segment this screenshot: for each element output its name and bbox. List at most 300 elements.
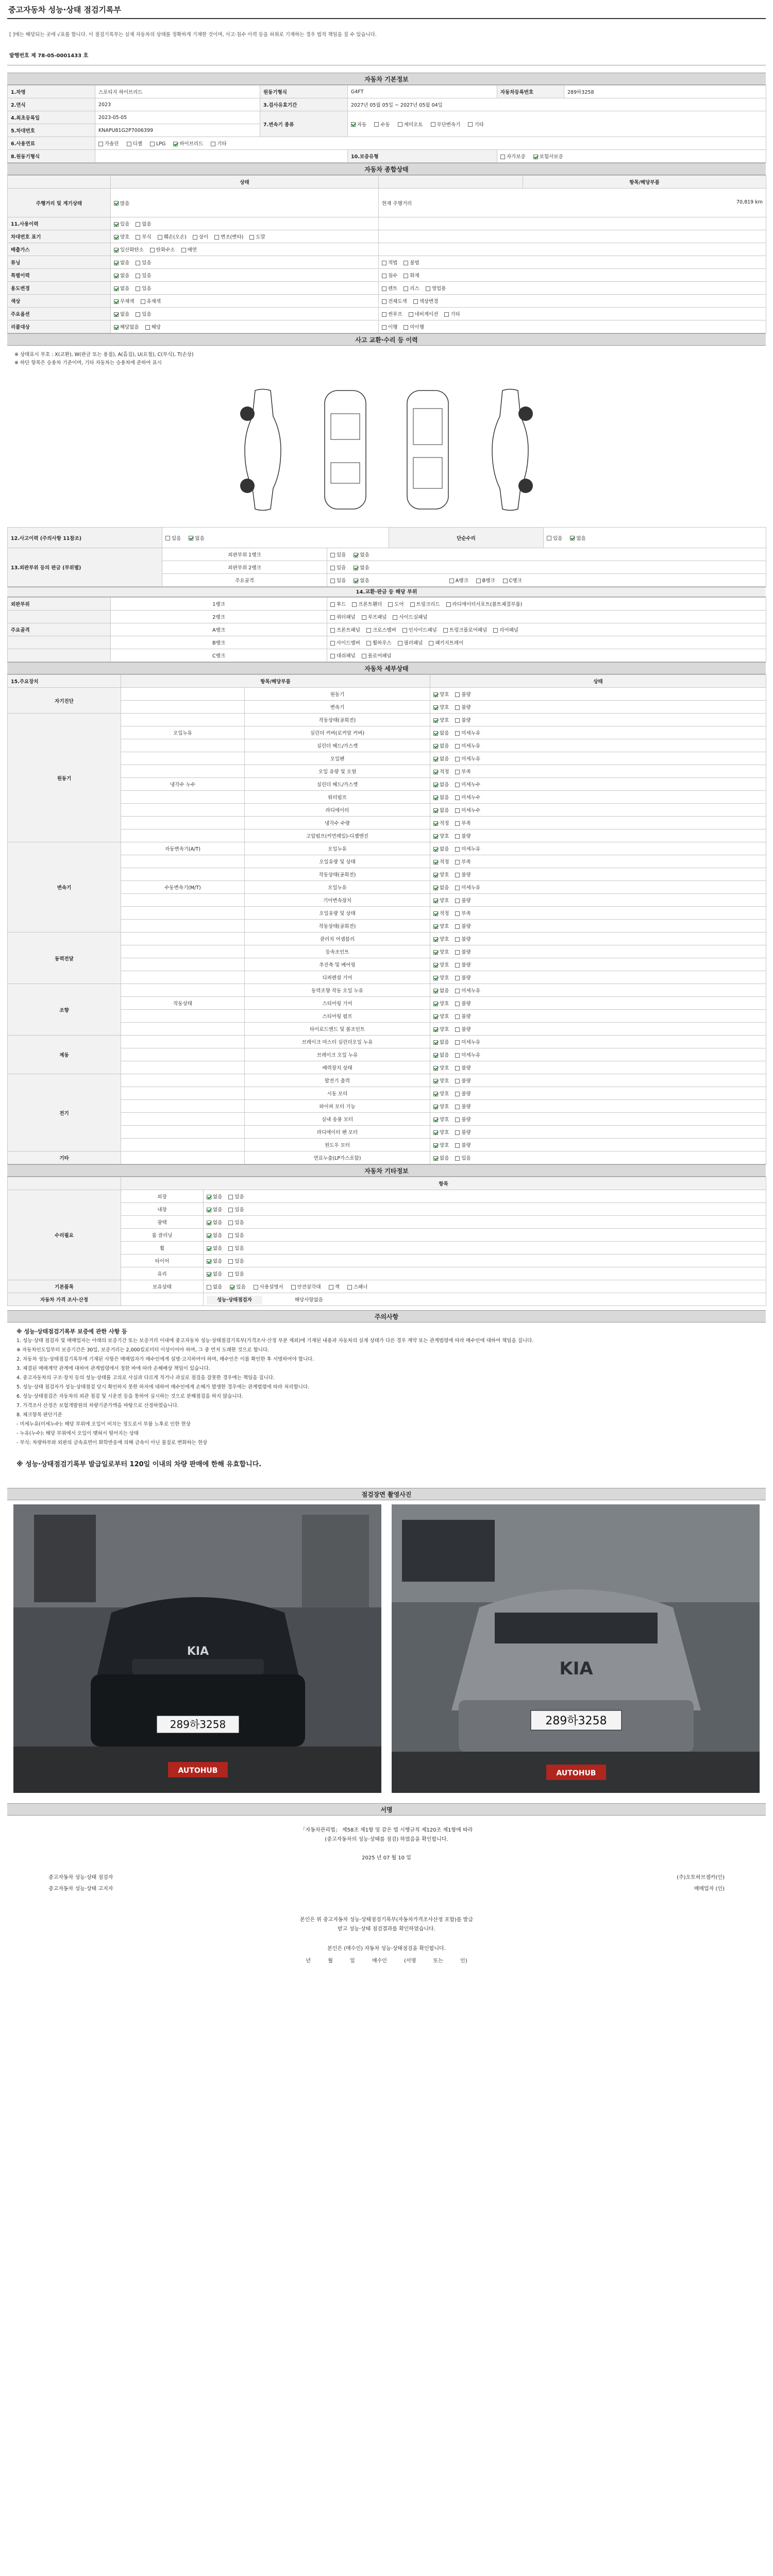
checkbox-icon[interactable] bbox=[366, 641, 371, 646]
opinion-label: 성능·상태점검자 bbox=[207, 1296, 262, 1304]
detail-row bbox=[8, 1023, 766, 1036]
accident-options bbox=[162, 528, 389, 548]
checkbox-icon[interactable] bbox=[455, 757, 460, 761]
option-label: 렌트 bbox=[388, 286, 398, 292]
checkbox-icon[interactable] bbox=[136, 312, 140, 317]
option-label: 없음 bbox=[213, 1246, 223, 1251]
checkbox-icon[interactable] bbox=[455, 1053, 460, 1058]
option-label: 없음 bbox=[195, 535, 205, 541]
checkbox-icon[interactable] bbox=[404, 261, 408, 265]
option-label: 양호 bbox=[440, 834, 449, 839]
checkbox-icon[interactable] bbox=[444, 312, 449, 317]
detail-row bbox=[8, 1139, 766, 1151]
option-label: 하이브리드 bbox=[179, 141, 204, 147]
option-label: 있음 bbox=[142, 273, 152, 279]
checkbox-icon[interactable] bbox=[433, 834, 438, 839]
option-label: 양호 bbox=[440, 1078, 449, 1084]
checkbox-icon[interactable] bbox=[455, 976, 460, 980]
detail-item: 오일유량 및 상태 bbox=[245, 855, 430, 868]
basic-label: 자동차등록번호 bbox=[497, 86, 564, 98]
general-row-extra bbox=[379, 320, 766, 333]
checkbox-icon[interactable] bbox=[347, 1285, 352, 1290]
checkbox-icon[interactable] bbox=[455, 718, 460, 723]
checkbox-icon[interactable] bbox=[455, 886, 460, 890]
other-row bbox=[8, 1267, 766, 1280]
other-item: 유리 bbox=[121, 1267, 204, 1280]
checkbox-icon[interactable] bbox=[433, 899, 438, 903]
general-row bbox=[8, 308, 766, 320]
option-label: 양호 bbox=[440, 1091, 449, 1097]
checkbox-icon[interactable] bbox=[455, 1079, 460, 1083]
checkbox-icon[interactable] bbox=[404, 274, 408, 278]
checkbox-icon[interactable] bbox=[433, 744, 438, 749]
checkbox-icon[interactable] bbox=[455, 937, 460, 942]
checkbox-icon[interactable] bbox=[404, 325, 408, 330]
checkbox-icon[interactable] bbox=[455, 1156, 460, 1161]
checkbox-icon[interactable] bbox=[455, 1117, 460, 1122]
checkbox-icon[interactable] bbox=[193, 235, 197, 240]
option-label: 대쉬패널 bbox=[337, 653, 356, 659]
option-label: 미세누유 bbox=[461, 743, 481, 749]
option-label: B랭크 bbox=[482, 578, 495, 584]
detail-item: 실린더 헤드/가스켓 bbox=[245, 778, 430, 791]
checkbox-icon[interactable] bbox=[433, 873, 438, 877]
checkbox-icon[interactable] bbox=[455, 770, 460, 774]
checkbox-icon[interactable] bbox=[533, 155, 538, 159]
checkbox-icon[interactable] bbox=[455, 911, 460, 916]
checkbox-icon[interactable] bbox=[330, 602, 335, 607]
checkbox-icon[interactable] bbox=[455, 1027, 460, 1032]
checkbox-icon[interactable] bbox=[228, 1259, 233, 1264]
frame-options bbox=[327, 574, 766, 587]
checkbox-icon[interactable] bbox=[382, 286, 386, 291]
option-label: 없음 bbox=[213, 1284, 223, 1290]
checkbox-icon[interactable] bbox=[228, 1272, 233, 1277]
other-options bbox=[204, 1190, 766, 1203]
detail-state bbox=[430, 958, 766, 971]
checkbox-icon[interactable] bbox=[136, 274, 140, 278]
checkbox-icon[interactable] bbox=[98, 142, 103, 146]
option-label: 불량 bbox=[461, 975, 471, 981]
basic-items-label: 기본품목 bbox=[8, 1280, 121, 1293]
checkbox-icon[interactable] bbox=[207, 1221, 211, 1225]
caution-item: - 누유(누수): 해당 부위에서 오일이 맺혀서 떨어지는 상태 bbox=[16, 1431, 139, 1436]
option-label: 불량 bbox=[461, 1001, 471, 1007]
checkbox-icon[interactable] bbox=[228, 1246, 233, 1251]
checkbox-icon[interactable] bbox=[455, 1092, 460, 1096]
parts-table bbox=[7, 597, 766, 662]
checkbox-icon[interactable] bbox=[228, 1221, 233, 1225]
kia-logo: KIA bbox=[187, 1645, 209, 1658]
checkbox-icon[interactable] bbox=[455, 1105, 460, 1109]
option-label: 휠하우스 bbox=[372, 640, 392, 646]
caution-notes bbox=[7, 1323, 766, 1453]
checkbox-icon[interactable] bbox=[127, 142, 131, 146]
checkbox-icon[interactable] bbox=[393, 615, 397, 620]
checkbox-icon[interactable] bbox=[455, 873, 460, 877]
checkbox-icon[interactable] bbox=[382, 312, 386, 317]
checkbox-icon[interactable] bbox=[189, 536, 193, 540]
checkbox-icon[interactable] bbox=[207, 1233, 211, 1238]
option-label: 화재 bbox=[410, 273, 419, 279]
checkbox-icon[interactable] bbox=[330, 615, 335, 620]
plate-text: 289하3258 bbox=[170, 1718, 226, 1731]
checkbox-icon[interactable] bbox=[158, 235, 162, 240]
option-label: 양호 bbox=[440, 1014, 449, 1020]
checkbox-icon[interactable] bbox=[230, 1285, 234, 1290]
checkbox-icon[interactable] bbox=[433, 911, 438, 916]
checkbox-icon[interactable] bbox=[433, 1040, 438, 1045]
checkbox-icon[interactable] bbox=[114, 286, 119, 291]
doc-no-value: 78-05-0001433 bbox=[38, 53, 82, 59]
other-row bbox=[8, 1190, 766, 1203]
checkbox-icon[interactable] bbox=[433, 1092, 438, 1096]
checkbox-icon[interactable] bbox=[354, 579, 358, 583]
checkbox-icon[interactable] bbox=[455, 1143, 460, 1148]
checkbox-icon[interactable] bbox=[366, 628, 371, 633]
parts-group bbox=[8, 649, 111, 662]
detail-state bbox=[430, 1100, 766, 1113]
checkbox-icon[interactable] bbox=[330, 641, 335, 646]
checkbox-icon[interactable] bbox=[114, 248, 119, 252]
checkbox-icon[interactable] bbox=[503, 579, 508, 583]
checkbox-icon[interactable] bbox=[455, 1130, 460, 1135]
checkbox-icon[interactable] bbox=[181, 248, 186, 252]
checkbox-icon[interactable] bbox=[114, 312, 119, 317]
checkbox-icon[interactable] bbox=[114, 201, 119, 206]
document-title: 중고자동차 성능·상태 점검기록부 bbox=[7, 2, 766, 19]
checkbox-icon[interactable] bbox=[429, 641, 433, 646]
checkbox-icon[interactable] bbox=[382, 325, 386, 330]
checkbox-icon[interactable] bbox=[455, 783, 460, 787]
option-label: 적정 bbox=[440, 859, 449, 865]
checkbox-icon[interactable] bbox=[150, 142, 155, 146]
basic-label: 2.연식 bbox=[8, 98, 95, 111]
option-label: 없음 bbox=[440, 782, 449, 788]
checkbox-icon[interactable] bbox=[455, 744, 460, 749]
detail-row bbox=[8, 752, 766, 765]
detail-state bbox=[430, 933, 766, 945]
detail-row bbox=[8, 933, 766, 945]
checkbox-icon[interactable] bbox=[455, 860, 460, 865]
basic-label: 3.검사유효기간 bbox=[260, 98, 348, 111]
detail-sub bbox=[121, 920, 245, 933]
checkbox-icon[interactable] bbox=[433, 1156, 438, 1161]
other-options bbox=[204, 1203, 766, 1216]
checkbox-icon[interactable] bbox=[426, 286, 430, 291]
checkbox-icon[interactable] bbox=[114, 235, 119, 240]
checkbox-icon[interactable] bbox=[136, 286, 140, 291]
general-row-options bbox=[111, 320, 379, 333]
checkbox-icon[interactable] bbox=[362, 615, 366, 620]
option-label: 미세누유 bbox=[461, 731, 481, 736]
checkbox-icon[interactable] bbox=[431, 122, 435, 127]
checkbox-icon[interactable] bbox=[433, 886, 438, 890]
checkbox-icon[interactable] bbox=[211, 142, 215, 146]
checkbox-icon[interactable] bbox=[446, 602, 451, 607]
checkbox-icon[interactable] bbox=[354, 566, 358, 570]
checkbox-icon[interactable] bbox=[433, 795, 438, 800]
checkbox-icon[interactable] bbox=[570, 536, 575, 540]
checkbox-icon[interactable] bbox=[352, 602, 357, 607]
checkbox-icon[interactable] bbox=[455, 808, 460, 813]
detail-item: 연료누출(LP가스포함) bbox=[245, 1151, 430, 1164]
checkbox-icon[interactable] bbox=[455, 795, 460, 800]
option-label: 변조(변타) bbox=[221, 234, 244, 240]
doc-no-suffix: 호 bbox=[83, 53, 89, 59]
checkbox-icon[interactable] bbox=[455, 821, 460, 826]
detail-item: 작동상태(공회전) bbox=[245, 920, 430, 933]
checkbox-icon[interactable] bbox=[433, 976, 438, 980]
checkbox-icon[interactable] bbox=[114, 222, 119, 227]
checkbox-icon[interactable] bbox=[433, 757, 438, 761]
checkbox-icon[interactable] bbox=[329, 1285, 333, 1290]
checkbox-icon[interactable] bbox=[207, 1285, 211, 1290]
detail-row bbox=[8, 701, 766, 714]
checkbox-icon[interactable] bbox=[433, 847, 438, 852]
checkbox-icon[interactable] bbox=[362, 654, 366, 658]
checkbox-icon[interactable] bbox=[433, 1066, 438, 1071]
checkbox-icon[interactable] bbox=[455, 1002, 460, 1006]
checkbox-icon[interactable] bbox=[468, 122, 473, 127]
detail-row bbox=[8, 945, 766, 958]
option-label: 불량 bbox=[461, 937, 471, 942]
parts-rank: C랭크 bbox=[111, 649, 327, 662]
checkbox-icon[interactable] bbox=[455, 924, 460, 929]
checkbox-icon[interactable] bbox=[354, 553, 358, 557]
detail-state bbox=[430, 752, 766, 765]
checkbox-icon[interactable] bbox=[433, 924, 438, 929]
option-label: 양호 bbox=[440, 1065, 449, 1071]
checkbox-icon[interactable] bbox=[207, 1208, 211, 1212]
checkbox-icon[interactable] bbox=[136, 261, 140, 265]
option-label: 네비게이션 bbox=[414, 312, 439, 317]
checkbox-icon[interactable] bbox=[382, 261, 386, 265]
checkbox-icon[interactable] bbox=[136, 235, 140, 240]
detail-item: 동력조향 작동 오일 누유 bbox=[245, 984, 430, 997]
detail-item: 오일유량 및 상태 bbox=[245, 907, 430, 920]
detail-item: 원동기 bbox=[245, 688, 430, 701]
checkbox-icon[interactable] bbox=[455, 731, 460, 736]
price-value bbox=[121, 1293, 204, 1306]
checkbox-icon[interactable] bbox=[207, 1195, 211, 1199]
checkbox-icon[interactable] bbox=[433, 1105, 438, 1109]
checkbox-icon[interactable] bbox=[449, 579, 454, 583]
opinion-value: 해당사항없음 bbox=[294, 1297, 323, 1303]
checkbox-icon[interactable] bbox=[433, 937, 438, 942]
transmission-options bbox=[348, 111, 766, 137]
checkbox-icon[interactable] bbox=[433, 808, 438, 813]
checkbox-icon[interactable] bbox=[493, 628, 498, 633]
checkbox-icon[interactable] bbox=[433, 1117, 438, 1122]
checkbox-icon[interactable] bbox=[150, 248, 155, 252]
detail-sub bbox=[121, 1126, 245, 1139]
basic-label: 10.보증유형 bbox=[348, 150, 497, 163]
checkbox-icon[interactable] bbox=[433, 705, 438, 710]
checkbox-icon[interactable] bbox=[249, 235, 254, 240]
checkbox-icon[interactable] bbox=[398, 641, 402, 646]
detail-state bbox=[430, 1087, 766, 1100]
option-label: 미세누수 bbox=[461, 795, 481, 801]
checkbox-icon[interactable] bbox=[165, 536, 170, 540]
checkbox-icon[interactable] bbox=[404, 286, 408, 291]
option-label: 양호 bbox=[440, 692, 449, 698]
checkbox-icon[interactable] bbox=[228, 1208, 233, 1212]
checkbox-icon[interactable] bbox=[330, 628, 335, 633]
detail-state bbox=[430, 1126, 766, 1139]
detail-row bbox=[8, 907, 766, 920]
detail-row bbox=[8, 855, 766, 868]
checkbox-icon[interactable] bbox=[433, 1027, 438, 1032]
detail-item: 실내 송풍 모터 bbox=[245, 1113, 430, 1126]
caution-warning: ※ 성능·상태점검기록부 발급일로부터 120일 이내의 차량 판매에 한해 유효합니다. bbox=[16, 1461, 262, 1468]
option-label: 없음 bbox=[360, 578, 369, 584]
price-label: 자동차 가격 조사·산정 bbox=[8, 1293, 121, 1306]
checkbox-icon[interactable] bbox=[433, 1002, 438, 1006]
basic-value: KNAPU81G2P7006399 bbox=[95, 124, 260, 137]
checkbox-icon[interactable] bbox=[433, 989, 438, 993]
checkbox-icon[interactable] bbox=[455, 950, 460, 955]
checkbox-icon[interactable] bbox=[141, 299, 145, 304]
detail-item: 냉각수 수량 bbox=[245, 817, 430, 829]
checkbox-icon[interactable] bbox=[547, 536, 551, 540]
checkbox-icon[interactable] bbox=[291, 1285, 296, 1290]
accident-table bbox=[7, 527, 766, 587]
checkbox-icon[interactable] bbox=[409, 312, 413, 317]
detail-item: 시동 모터 bbox=[245, 1087, 430, 1100]
checkbox-icon[interactable] bbox=[214, 235, 219, 240]
checkbox-icon[interactable] bbox=[455, 847, 460, 852]
rank-options bbox=[327, 561, 766, 574]
checkbox-icon[interactable] bbox=[330, 553, 335, 557]
checkbox-icon[interactable] bbox=[433, 770, 438, 774]
checkbox-icon[interactable] bbox=[207, 1259, 211, 1264]
detail-row bbox=[8, 1010, 766, 1023]
checkbox-icon[interactable] bbox=[455, 834, 460, 839]
buyer-line: 본인은 (매수인) 자동차 성능·상태점검을 확인합니다. bbox=[327, 1946, 446, 1952]
checkbox-icon[interactable] bbox=[330, 579, 335, 583]
detail-row bbox=[8, 688, 766, 701]
option-label: 있음 bbox=[234, 1246, 244, 1251]
checkbox-icon[interactable] bbox=[114, 325, 119, 330]
checkbox-icon[interactable] bbox=[433, 860, 438, 865]
checkbox-icon[interactable] bbox=[410, 602, 415, 607]
parts-row bbox=[8, 636, 766, 649]
option-label: 있음 bbox=[142, 312, 152, 317]
car-diagram bbox=[7, 372, 766, 527]
general-row-extra bbox=[379, 308, 766, 320]
checkbox-icon[interactable] bbox=[114, 299, 119, 304]
checkbox-icon[interactable] bbox=[433, 1130, 438, 1135]
checkbox-icon[interactable] bbox=[433, 692, 438, 697]
checkbox-icon[interactable] bbox=[443, 628, 448, 633]
checkbox-icon[interactable] bbox=[433, 963, 438, 968]
checkbox-icon[interactable] bbox=[455, 1040, 460, 1045]
option-label: 불량 bbox=[461, 962, 471, 968]
general-row-options bbox=[111, 282, 379, 295]
checkbox-icon[interactable] bbox=[433, 1053, 438, 1058]
checkbox-icon[interactable] bbox=[136, 222, 140, 227]
option-label: 프론트패널 bbox=[337, 628, 360, 633]
checkbox-icon[interactable] bbox=[433, 1014, 438, 1019]
checkbox-icon[interactable] bbox=[433, 1079, 438, 1083]
checkbox-icon[interactable] bbox=[388, 602, 393, 607]
option-label: 있음 bbox=[337, 565, 346, 571]
checkbox-icon[interactable] bbox=[476, 579, 481, 583]
checkbox-icon[interactable] bbox=[433, 1143, 438, 1148]
detail-item: 작동상태(공회전) bbox=[245, 868, 430, 881]
detail-group: 원동기 bbox=[8, 714, 121, 842]
checkbox-icon[interactable] bbox=[254, 1285, 258, 1290]
checkbox-icon[interactable] bbox=[382, 299, 386, 304]
option-label: 미세누유 bbox=[461, 1053, 481, 1058]
detail-item: 스티어링 펌프 bbox=[245, 1010, 430, 1023]
checkbox-icon[interactable] bbox=[382, 274, 386, 278]
caution-item: 3. 체결된 매매계약 관계에 대하여 관계법령에서 정한 바에 따라 손해배상 책임이 있습니다. bbox=[16, 1366, 210, 1371]
option-label: 라디에이터서포트(볼트체결부품) bbox=[452, 602, 523, 607]
general-row-extra bbox=[379, 282, 766, 295]
checkbox-icon[interactable] bbox=[455, 1066, 460, 1071]
checkbox-icon[interactable] bbox=[433, 718, 438, 723]
basic-label: 원동기형식 bbox=[260, 86, 348, 98]
checkbox-icon[interactable] bbox=[145, 325, 150, 330]
checkbox-icon[interactable] bbox=[114, 261, 119, 265]
detail-col3-header: 상태 bbox=[430, 675, 766, 688]
checkbox-icon[interactable] bbox=[351, 122, 356, 127]
option-label: 매연 bbox=[187, 247, 197, 253]
parts-subtitle: 14.교환·판금 등 해당 부위 bbox=[7, 587, 766, 597]
checkbox-icon[interactable] bbox=[228, 1195, 233, 1199]
checkbox-icon[interactable] bbox=[455, 899, 460, 903]
checkbox-icon[interactable] bbox=[433, 731, 438, 736]
checkbox-icon[interactable] bbox=[433, 950, 438, 955]
notifier-label: 중고자동차 성능·상태 고지자 bbox=[48, 1886, 113, 1892]
general-rows bbox=[8, 217, 766, 333]
checkbox-icon[interactable] bbox=[207, 1246, 211, 1251]
basic-items-options bbox=[204, 1280, 766, 1293]
checkbox-icon[interactable] bbox=[330, 654, 335, 658]
detail-row bbox=[8, 1061, 766, 1074]
checkbox-icon[interactable] bbox=[207, 1272, 211, 1277]
detail-sub bbox=[121, 1151, 245, 1164]
checkbox-icon[interactable] bbox=[413, 299, 418, 304]
checkbox-icon[interactable] bbox=[500, 155, 505, 159]
checkbox-icon[interactable] bbox=[455, 989, 460, 993]
autohub-brand: AUTOHUB bbox=[556, 1769, 596, 1777]
checkbox-icon[interactable] bbox=[455, 963, 460, 968]
general-row bbox=[8, 243, 766, 256]
detail-sub bbox=[121, 1074, 245, 1087]
option-label: 있음 bbox=[234, 1220, 244, 1226]
detail-sub: 자동변속기(A/T) bbox=[121, 842, 245, 855]
checkbox-icon[interactable] bbox=[173, 142, 178, 146]
checkbox-icon[interactable] bbox=[402, 628, 407, 633]
checkbox-icon[interactable] bbox=[330, 566, 335, 570]
checkbox-icon[interactable] bbox=[455, 692, 460, 697]
checkbox-icon[interactable] bbox=[114, 274, 119, 278]
checkbox-icon[interactable] bbox=[398, 122, 402, 127]
checkbox-icon[interactable] bbox=[228, 1233, 233, 1238]
checkbox-icon[interactable] bbox=[433, 783, 438, 787]
option-label: 없음 bbox=[440, 743, 449, 749]
general-row bbox=[8, 230, 766, 243]
detail-sub bbox=[121, 894, 245, 907]
parts-row bbox=[8, 649, 766, 662]
checkbox-icon[interactable] bbox=[455, 1014, 460, 1019]
checkbox-icon[interactable] bbox=[374, 122, 379, 127]
checkbox-icon[interactable] bbox=[455, 705, 460, 710]
checkbox-icon[interactable] bbox=[433, 821, 438, 826]
